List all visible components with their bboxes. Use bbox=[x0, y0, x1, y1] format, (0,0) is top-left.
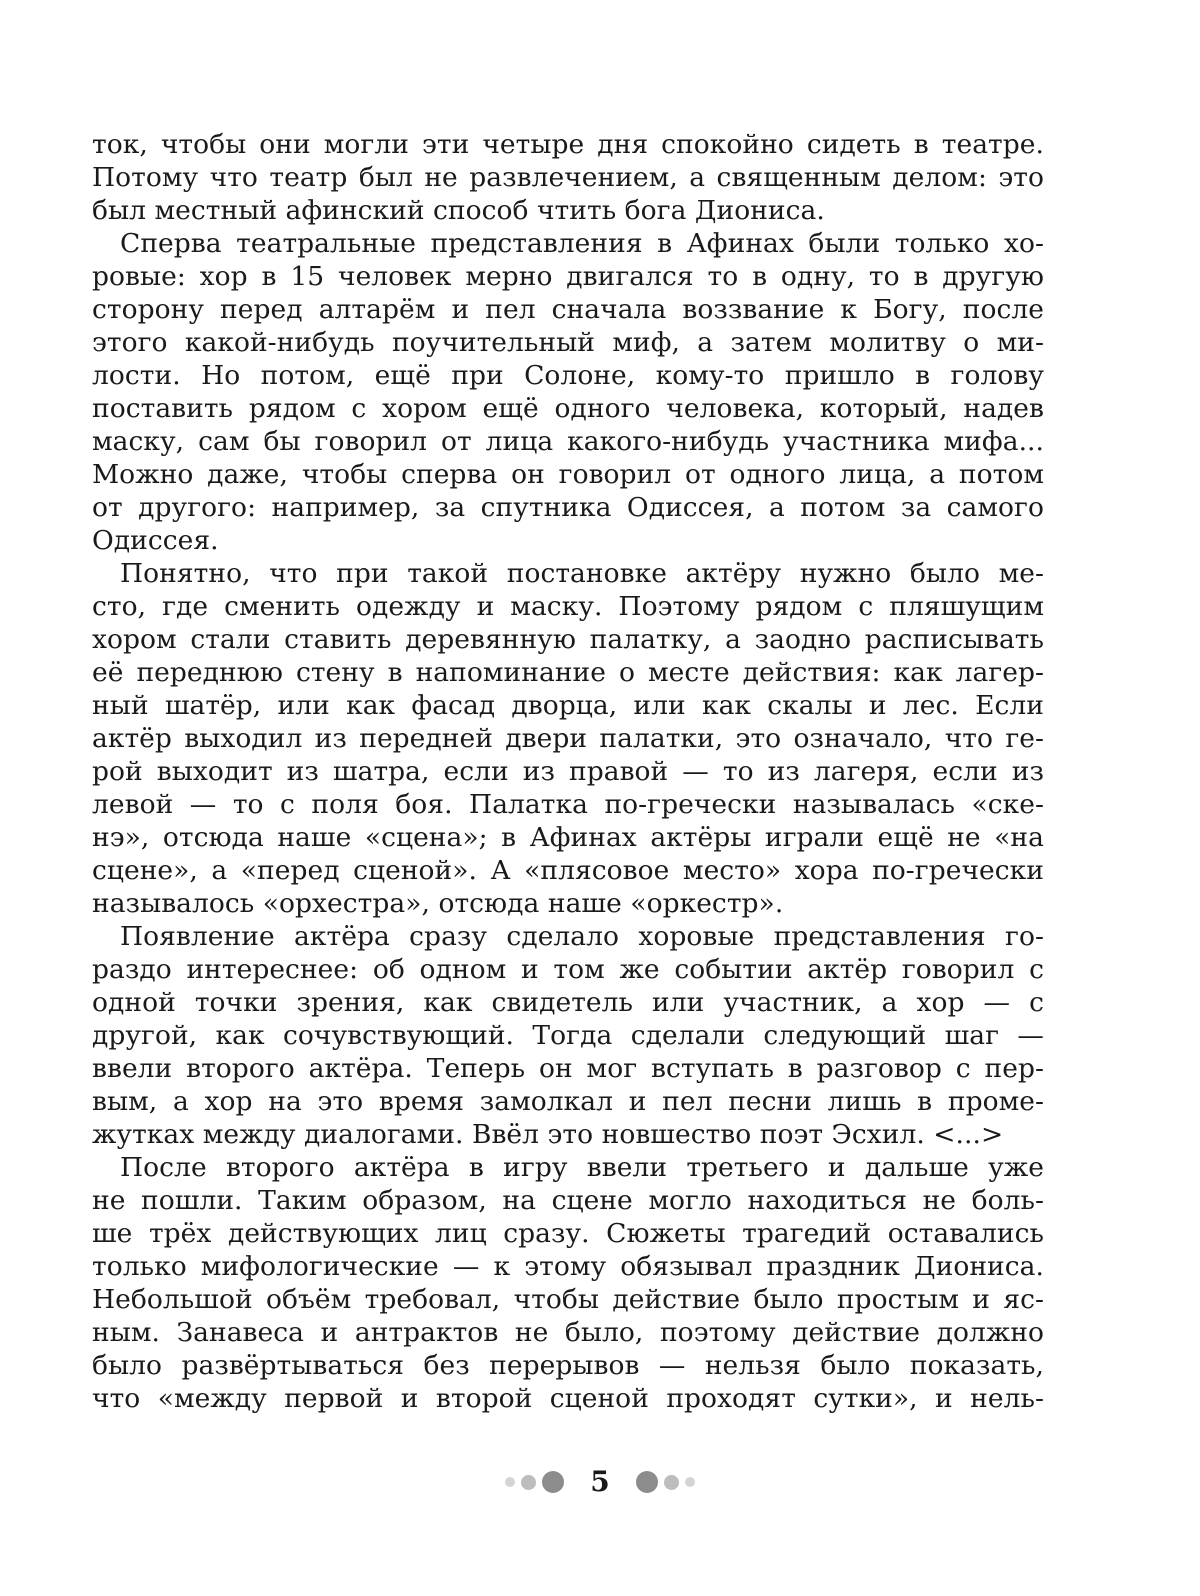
text-line: нэ», отсюда наше «сцена»; в Афинах актёры играли ещё не «на bbox=[92, 822, 1044, 853]
text-line: актёр выходил из передней двери палатки, это означало, что ге- bbox=[92, 723, 1044, 754]
paragraph bbox=[92, 227, 1044, 557]
text-line: жутках между диалогами. Ввёл это новшество поэт Эсхил. <...> bbox=[92, 1119, 1004, 1150]
page-number: 5 bbox=[590, 1465, 610, 1498]
text-line: ный шатёр, или как фасад дворца, или как скалы и лес. Если bbox=[92, 690, 1044, 721]
text-line: левой — то с поля боя. Палатка по-гречески называлась «ске- bbox=[92, 789, 1044, 820]
text-line: хором стали ставить деревянную палатку, а заодно расписывать bbox=[92, 624, 1044, 655]
text-line: Можно даже, чтобы сперва он говорил от одного лица, а потом bbox=[92, 459, 1044, 490]
text-line: называлось «орхестра», отсюда наше «оркестр». bbox=[92, 888, 784, 919]
text-line: поставить рядом с хором ещё одного человека, который, надев bbox=[92, 393, 1044, 424]
text-line: был местный афинский способ чтить бога Диониса. bbox=[92, 195, 825, 226]
text-line: было развёртываться без перерывов — нельзя было показать, bbox=[92, 1350, 1044, 1381]
text-line: сто, где сменить одежду и маску. Поэтому рядом с пляшущим bbox=[92, 591, 1044, 622]
text-line: Понятно, что при такой постановке актёру нужно было ме- bbox=[120, 558, 1044, 589]
text-line: Небольшой объём требовал, чтобы действие было простым и яс- bbox=[92, 1284, 1044, 1315]
text-line: ввели второго актёра. Теперь он мог вступать в разговор с пер- bbox=[92, 1053, 1044, 1084]
dot-icon bbox=[542, 1471, 564, 1493]
text-line: этого какой-нибудь поучительный миф, а затем молитву о ми- bbox=[92, 327, 1044, 358]
dot-icon bbox=[636, 1471, 658, 1493]
text-line: ровые: хор в 15 человек мерно двигался то в одну, то в другую bbox=[92, 261, 1044, 292]
paragraph bbox=[92, 557, 1044, 920]
left-decorative-dots bbox=[505, 1471, 564, 1493]
text-line: ток, чтобы они могли эти четыре дня спокойно сидеть в театре. bbox=[92, 129, 1044, 160]
text-line: Появление актёра сразу сделало хоровые представления го- bbox=[120, 921, 1044, 952]
page-text bbox=[92, 128, 1044, 1415]
dot-icon bbox=[521, 1475, 536, 1490]
text-line: Потому что театр был не развлечением, а священным делом: это bbox=[92, 162, 1044, 193]
paragraph bbox=[92, 128, 1044, 227]
text-line: После второго актёра в игру ввели третьего и дальше уже bbox=[120, 1152, 1044, 1183]
dot-icon bbox=[505, 1477, 515, 1487]
text-line: Сперва театральные представления в Афинах были только хо- bbox=[120, 228, 1044, 259]
text-line: лости. Но потом, ещё при Солоне, кому-то пришло в голову bbox=[92, 360, 1044, 391]
text-line: ным. Занавеса и антрактов не было, поэтому действие должно bbox=[92, 1317, 1044, 1348]
text-line: рой выходит из шатра, если из правой — то из лагеря, если из bbox=[92, 756, 1044, 787]
text-line: раздо интереснее: об одном и том же событии актёр говорил с bbox=[92, 954, 1044, 985]
text-line: от другого: например, за спутника Одиссея, а потом за самого bbox=[92, 492, 1044, 523]
text-line: не пошли. Таким образом, на сцене могло находиться не боль- bbox=[92, 1185, 1044, 1216]
paragraph bbox=[92, 920, 1044, 1151]
text-line: маску, сам бы говорил от лица какого-нибудь участника мифа... bbox=[92, 426, 1044, 457]
text-line: сцене», а «перед сценой». А «плясовое место» хора по-гречески bbox=[92, 855, 1044, 886]
text-line: Одиссея. bbox=[92, 525, 219, 556]
dot-icon bbox=[664, 1475, 679, 1490]
dot-icon bbox=[685, 1477, 695, 1487]
text-line: её переднюю стену в напоминание о месте действия: как лагер- bbox=[92, 657, 1044, 688]
paragraph bbox=[92, 1151, 1044, 1415]
text-line: только мифологические — к этому обязывал праздник Диониса. bbox=[92, 1251, 1044, 1282]
text-line: что «между первой и второй сценой проходят сутки», и нель- bbox=[92, 1383, 1044, 1414]
text-line: одной точки зрения, как свидетель или участник, а хор — с bbox=[92, 987, 1044, 1018]
right-decorative-dots bbox=[636, 1471, 695, 1493]
text-line: ше трёх действующих лиц сразу. Сюжеты трагедий оставались bbox=[92, 1218, 1044, 1249]
text-line: сторону перед алтарём и пел сначала воззвание к Богу, после bbox=[92, 294, 1044, 325]
text-line: другой, как сочувствующий. Тогда сделали следующий шаг — bbox=[92, 1020, 1044, 1051]
text-line: вым, а хор на это время замолкал и пел песни лишь в проме- bbox=[92, 1086, 1044, 1117]
page-footer bbox=[0, 1460, 1200, 1504]
